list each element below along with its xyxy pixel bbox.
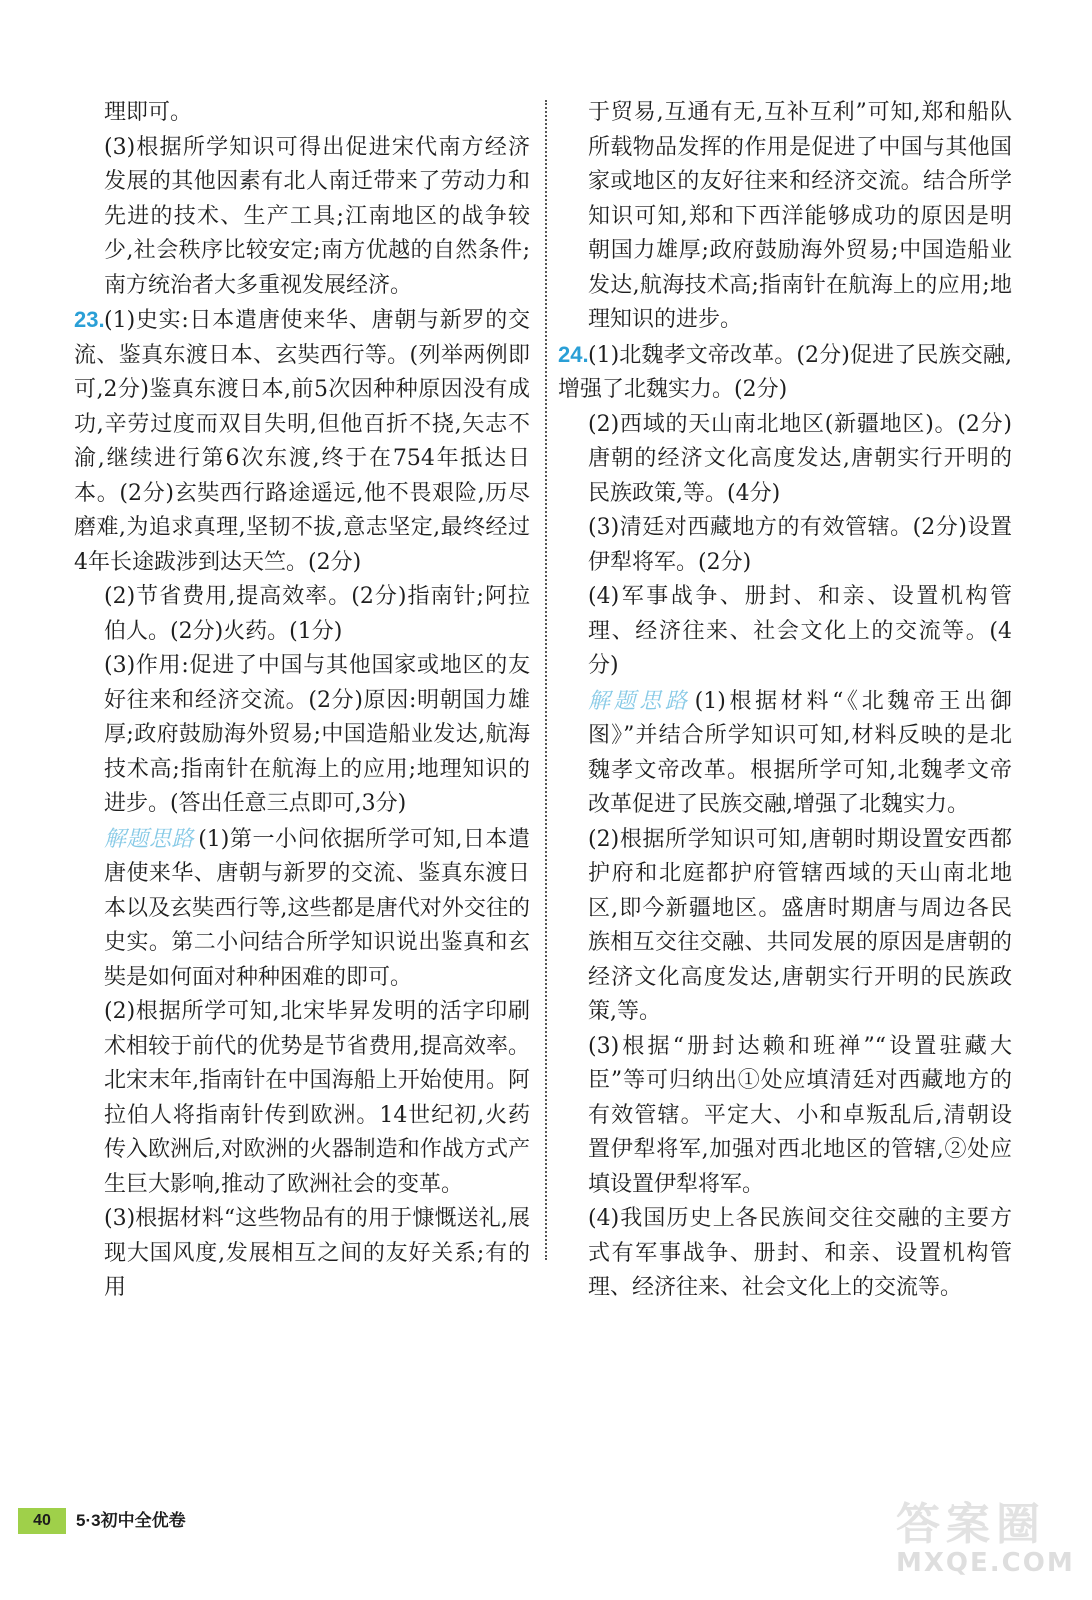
- explanation-text: (1)第一小问依据所学可知,日本遣唐使来华、唐朝与新罗的交流、鉴真东渡日本以及玄奘西行等,这些都是唐代对外交往的史实。第二小问结合所学知识说出鉴真和玄奘是如何面对种种困难的即可。: [104, 826, 530, 990]
- explanation-paragraph: 于贸易,互通有无,互补互利”可知,郑和船队所载物品发挥的作用是促进了中国与其他国家或地区的友好往来和经济交流。结合所学知识可知,郑和下西洋能够成功的原因是明朝国力雄厚;政府鼓励海外贸易;中国造船业发达,航海技术高;指南针在航海上的应用;地理知识的进步。: [588, 100, 1012, 332]
- book-title: 5·3初中全优卷: [76, 1511, 186, 1530]
- explanation-paragraph: (3)根据“册封达赖和班禅”“设置驻藏大臣”等可归纳出①处应填清廷对西藏地方的有效管辖。平定大、小和卓叛乱后,清朝设置伊犁将军,加强对西北地区的管辖,②处应填设置伊犁将军。: [588, 1033, 1012, 1197]
- answer-paragraph: (3)清廷对西藏地方的有效管辖。(2分)设置伊犁将军。(2分): [588, 515, 1012, 575]
- left-column: [74, 96, 530, 1306]
- explanation-text: (1)根据材料“《北魏帝王出御图》”并结合所学知识可知,材料反映的是北魏孝文帝改革。根据所学可知,北魏孝文帝改革促进了民族交融,增强了北魏实力。: [588, 688, 1012, 817]
- answer-paragraph: 理即可。: [104, 100, 193, 125]
- explanation-tag: 解题思路: [104, 825, 195, 851]
- answer-paragraph: (2)节省费用,提高效率。(2分)指南针;阿拉伯人。(2分)火药。(1分): [104, 584, 530, 644]
- explanation-paragraph: [588, 684, 1012, 823]
- question-number: 23.: [74, 307, 105, 332]
- answer-paragraph: (2)西域的天山南北地区(新疆地区)。(2分)唐朝的经济文化高度发达,唐朝实行开明的民族政策,等。(4分): [588, 411, 1012, 506]
- explanation-paragraph: [104, 822, 530, 996]
- explanation-tag: 解题思路: [588, 687, 691, 713]
- explanation-paragraph: (3)根据材料“这些物品有的用于慷慨送礼,展现大国风度,发展相互之间的友好关系;有的用: [104, 1206, 530, 1300]
- column-divider: [545, 100, 547, 1260]
- question-24-answer: [558, 338, 1012, 408]
- answer-text: (1)北魏孝文帝改革。(2分)促进了民族交融,增强了北魏实力。(2分): [558, 342, 1012, 402]
- watermark-logo: 答案圈: [896, 1499, 1046, 1550]
- answer-paragraph: (3)作用:促进了中国与其他国家或地区的友好往来和经济交流。(2分)原因:明朝国力雄厚;政府鼓励海外贸易;中国造船业发达,航海技术高;指南针在航海上的应用;地理知识的进步。(答出任意三点即可,3分): [104, 653, 530, 816]
- question-23-answer: [74, 303, 530, 580]
- answer-paragraph: (4)军事战争、册封、和亲、设置机构管理、经济往来、社会文化上的交流等。(4分): [588, 584, 1012, 678]
- answer-text: (1)史实:日本遣唐使来华、唐朝与新罗的交流、鉴真东渡日本、玄奘西行等。(列举两例即可,2分)鉴真东渡日本,前5次因种种原因没有成功,辛劳过度而双目失明,但他百折不挠,矢志不渝,继续进行第6次东渡,终于在754年抵达日本。(2分)玄奘西行路途遥远,他不畏艰险,历尽磨难,为追求真理,坚韧不拔,意志坚定,最终经过4年长途跋涉到达天竺。(2分): [74, 308, 530, 575]
- answer-paragraph: (3)根据所学知识可得出促进宋代南方经济发展的其他因素有北人南迁带来了劳动力和先进的技术、生产工具;江南地区的战争较少,社会秩序比较安定;南方优越的自然条件;南方统治者大多重视发展经济。: [104, 134, 530, 298]
- watermark-url: MXQE.COM: [896, 1548, 1075, 1578]
- explanation-paragraph: (2)根据所学可知,北宋毕昇发明的活字印刷术相较于前代的优势是节省费用,提高效率。北宋末年,指南针在中国海船上开始使用。阿拉伯人将指南针传到欧洲。14世纪初,火药传入欧洲后,对欧洲的火器制造和作战方式产生巨大影响,推动了欧洲社会的变革。: [104, 999, 530, 1197]
- question-number: 24.: [558, 341, 589, 367]
- page-number: 40: [18, 1508, 66, 1534]
- right-column: [558, 96, 1012, 1306]
- explanation-paragraph: (4)我国历史上各民族间交往交融的主要方式有军事战争、册封、和亲、设置机构管理、经济往来、社会文化上的交流等。: [588, 1206, 1012, 1300]
- explanation-paragraph: (2)根据所学知识可知,唐朝时期设置安西都护府和北庭都护府管辖西域的天山南北地区,即今新疆地区。盛唐时期唐与周边各民族相互交往交融、共同发展的原因是唐朝的经济文化高度发达,唐朝实行开明的民族政策,等。: [588, 826, 1012, 1024]
